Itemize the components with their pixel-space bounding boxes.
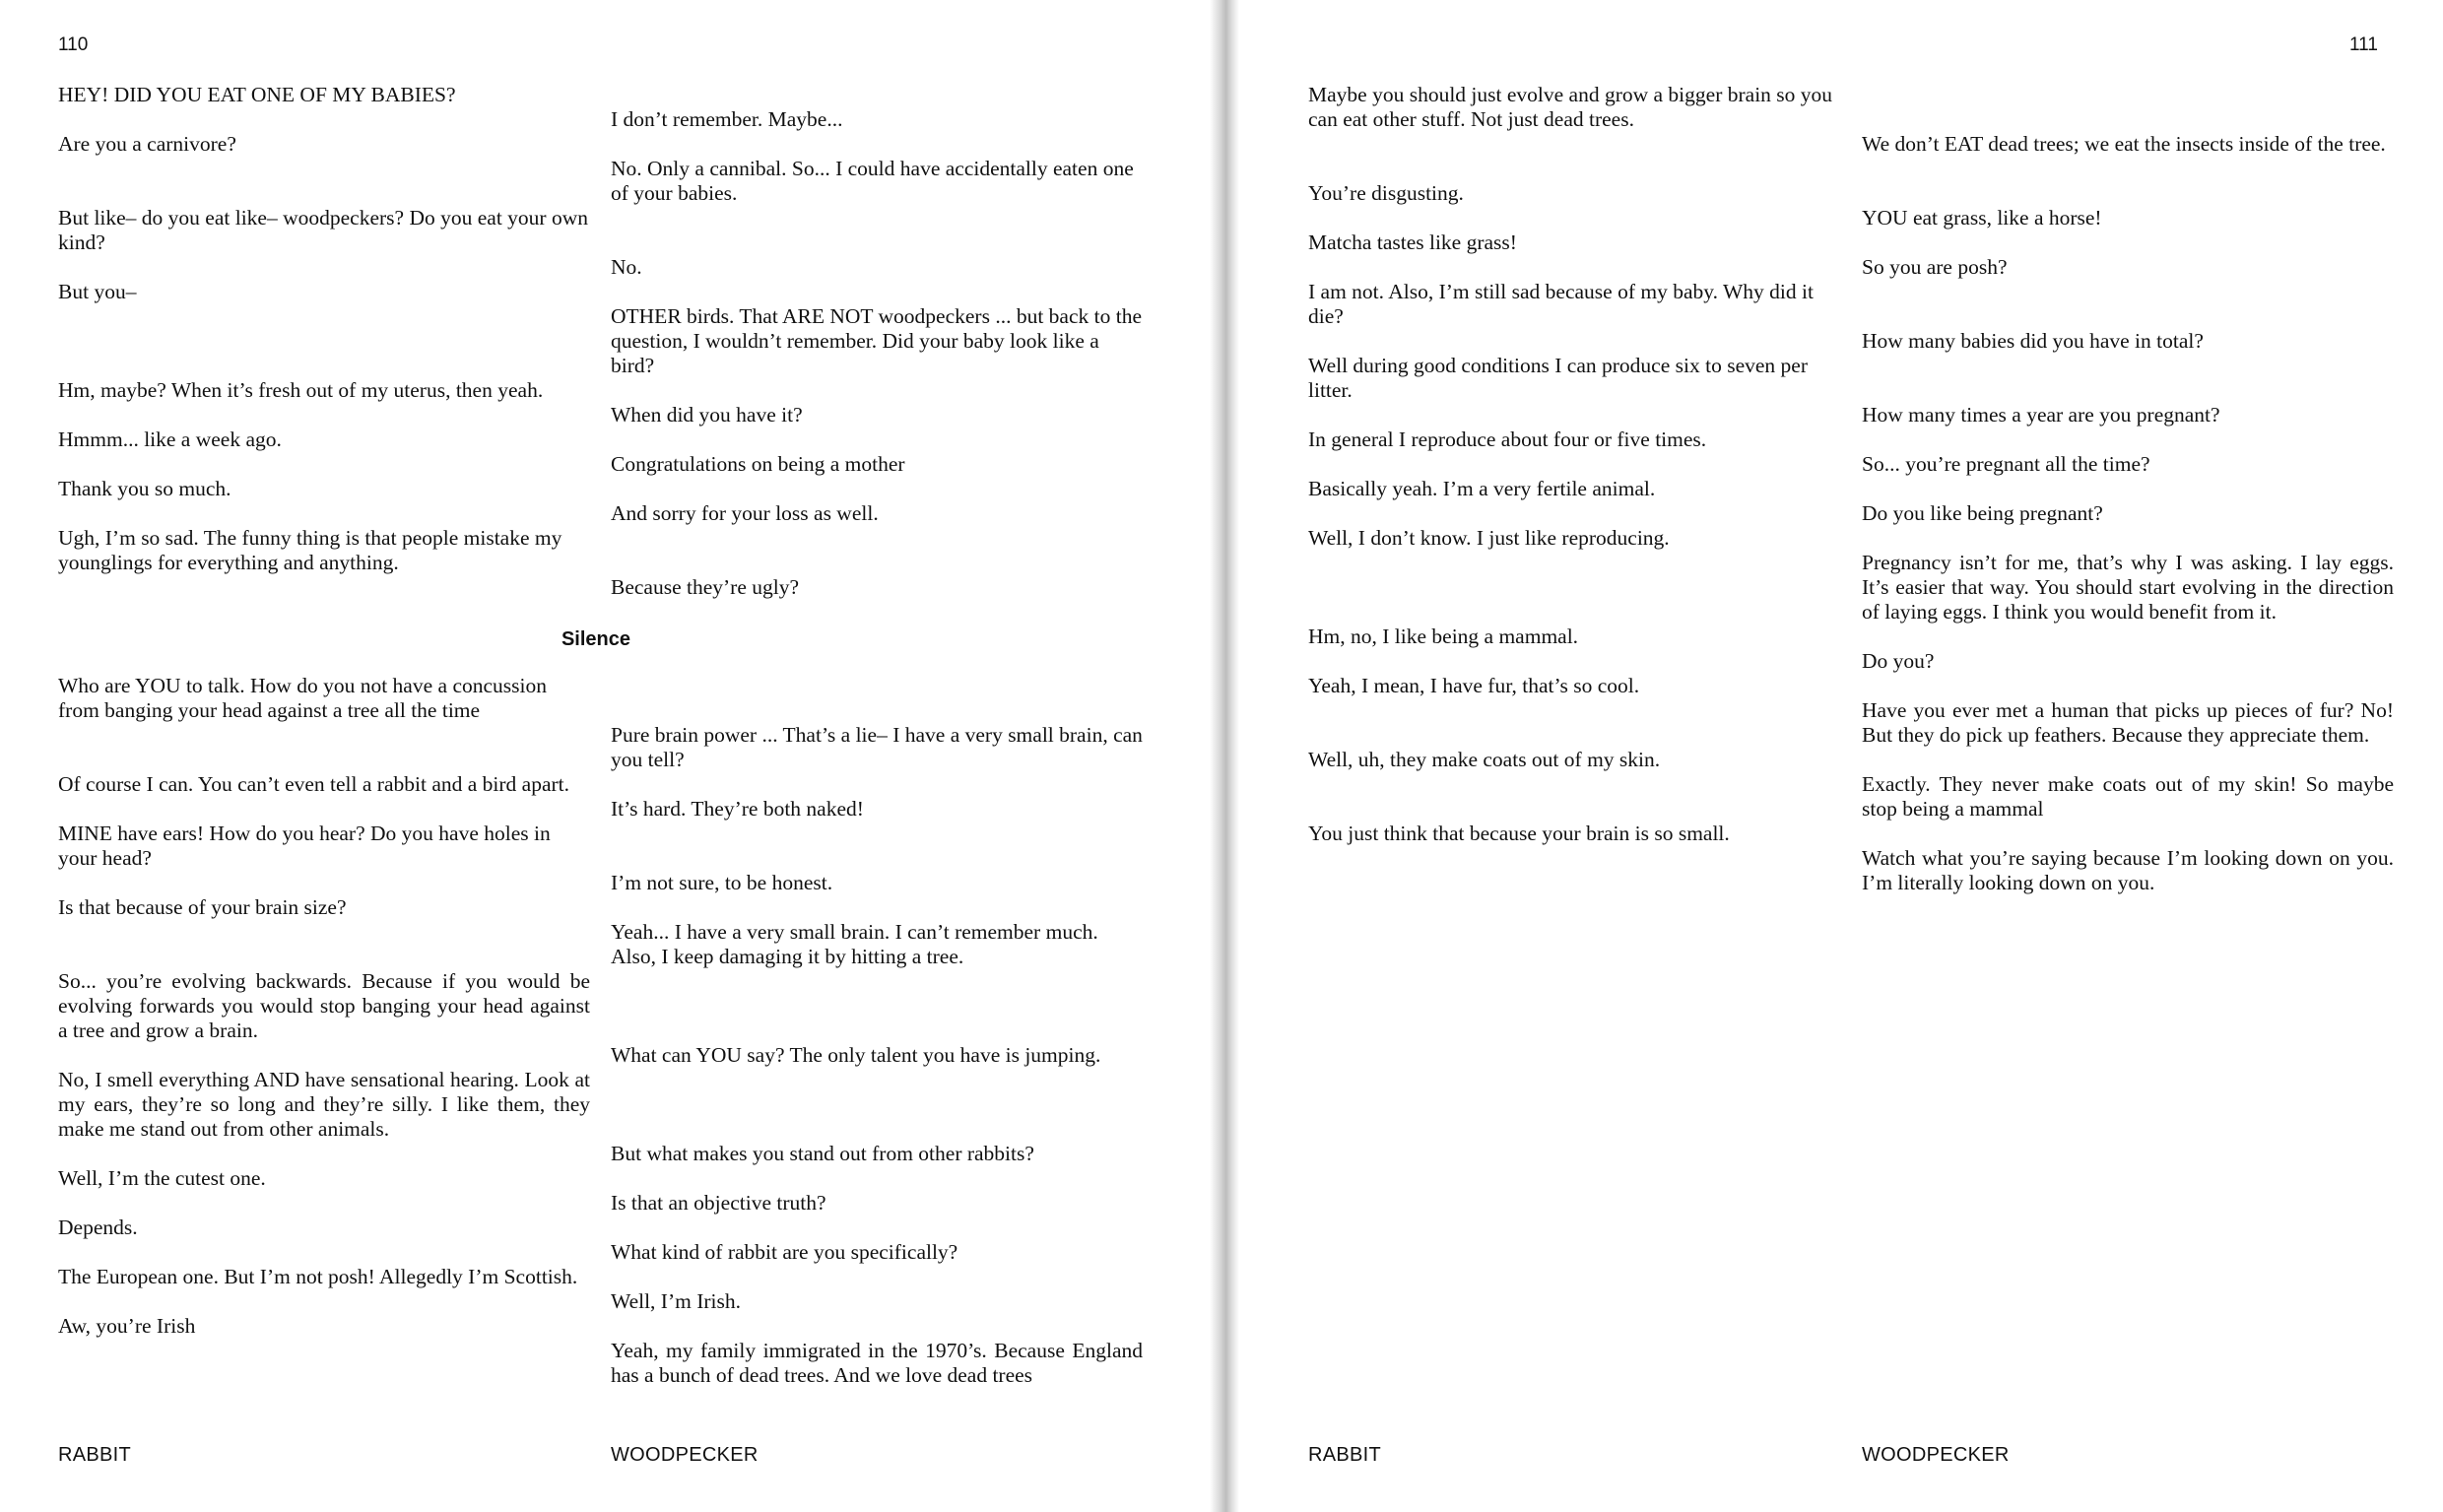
left-page [0, 0, 1218, 1512]
woodpecker-line: No. Only a cannibal. So... I could have accidentally eaten one of your babies. [611, 157, 1134, 205]
rabbit-line: MINE have ears! How do you hear? Do you have holes in your head? [58, 822, 551, 870]
rabbit-line: Is that because of your brain size? [58, 895, 347, 919]
speaker-label-rabbit: RABBIT [1308, 1444, 1382, 1466]
rabbit-line: Well, uh, they make coats out of my skin. [1308, 748, 1661, 771]
woodpecker-line: I don’t remember. Maybe... [611, 107, 843, 131]
speaker-label-woodpecker: WOODPECKER [611, 1444, 759, 1466]
rabbit-line: Ugh, I’m so sad. The funny thing is that people mistake my younglings for everything and anything. [58, 526, 562, 574]
woodpecker-line: Do you? [1862, 649, 1935, 673]
page-number-left: 110 [58, 34, 89, 55]
rabbit-line: So... you’re evolving backwards. Because if you would be evolving forwards you would stop banging your head against a tree and grow a brain. [58, 969, 590, 1042]
woodpecker-line: How many times a year are you pregnant? [1862, 403, 2220, 427]
rabbit-line: In general I reproduce about four or five times. [1308, 427, 1707, 451]
rabbit-line: But like– do you eat like– woodpeckers? Do you eat your own kind? [58, 206, 588, 254]
woodpecker-line: OTHER birds. That ARE NOT woodpeckers ... but back to the question, I wouldn’t remember. Did your baby look like a bird? [611, 304, 1143, 377]
rabbit-line: Maybe you should just evolve and grow a bigger brain so you can eat other stuff. Not just dead trees. [1308, 83, 1833, 131]
woodpecker-line: So you are posh? [1862, 255, 2008, 279]
woodpecker-line: We don’t EAT dead trees; we eat the insects inside of the tree. [1862, 132, 2386, 156]
rabbit-line: Basically yeah. I’m a very fertile animal. [1308, 477, 1656, 500]
rabbit-line: Aw, you’re Irish [58, 1314, 196, 1338]
speaker-label-woodpecker: WOODPECKER [1862, 1444, 2010, 1466]
rabbit-line: Thank you so much. [58, 477, 231, 500]
woodpecker-line: Have you ever met a human that picks up pieces of fur? No! But they do pick up feathers. Because they appreciate them. [1862, 698, 2394, 747]
speaker-label-rabbit: RABBIT [58, 1444, 132, 1466]
woodpecker-line: Well, I’m Irish. [611, 1289, 742, 1313]
rabbit-line: Well, I’m the cutest one. [58, 1166, 266, 1190]
rabbit-line: You just think that because your brain is so small. [1308, 822, 1730, 845]
woodpecker-line: So... you’re pregnant all the time? [1862, 452, 2150, 476]
woodpecker-line: How many babies did you have in total? [1862, 329, 2204, 353]
woodpecker-line: Yeah, my family immigrated in the 1970’s. Because England has a bunch of dead trees. And we love dead trees [611, 1339, 1143, 1387]
woodpecker-line: And sorry for your loss as well. [611, 501, 879, 525]
woodpecker-line: I’m not sure, to be honest. [611, 871, 833, 894]
rabbit-line: Who are YOU to talk. How do you not have a concussion from banging your head against a tree all the time [58, 674, 547, 722]
book-gutter-shadow [1210, 0, 1239, 1512]
woodpecker-line: Because they’re ugly? [611, 575, 800, 599]
woodpecker-line: It’s hard. They’re both naked! [611, 797, 864, 821]
woodpecker-line: Pure brain power ... That’s a lie– I have a very small brain, can you tell? [611, 723, 1143, 771]
stage-direction: Silence [561, 628, 631, 650]
rabbit-line: Well during good conditions I can produce six to seven per litter. [1308, 354, 1808, 402]
rabbit-line: You’re disgusting. [1308, 181, 1464, 205]
woodpecker-line: YOU eat grass, like a horse! [1862, 206, 2102, 230]
rabbit-line: But you– [58, 280, 137, 303]
rabbit-line: Hmmm... like a week ago. [58, 427, 282, 451]
rabbit-line: The European one. But I’m not posh! Allegedly I’m Scottish. [58, 1265, 578, 1288]
rabbit-line: Depends. [58, 1216, 138, 1239]
woodpecker-line: Congratulations on being a mother [611, 452, 905, 476]
woodpecker-line: Pregnancy isn’t for me, that’s why I was asking. I lay eggs. It’s easier that way. You should start evolving in the direction of laying eggs. I think you would benefit from it. [1862, 551, 2394, 624]
rabbit-line: Matcha tastes like grass! [1308, 230, 1517, 254]
right-page [1225, 0, 2443, 1512]
woodpecker-line: Is that an objective truth? [611, 1191, 826, 1215]
rabbit-line: Well, I don’t know. I just like reproducing. [1308, 526, 1670, 550]
woodpecker-line: Do you like being pregnant? [1862, 501, 2103, 525]
rabbit-line: HEY! DID YOU EAT ONE OF MY BABIES? [58, 83, 456, 106]
rabbit-line: Yeah, I mean, I have fur, that’s so cool. [1308, 674, 1640, 697]
woodpecker-line: Yeah... I have a very small brain. I can’t remember much. Also, I keep damaging it by hitting a tree. [611, 920, 1098, 968]
woodpecker-line: Watch what you’re saying because I’m looking down on you. I’m literally looking down on you. [1862, 846, 2394, 894]
woodpecker-line: Exactly. They never make coats out of my skin! So maybe stop being a mammal [1862, 772, 2394, 821]
rabbit-line: Are you a carnivore? [58, 132, 236, 156]
rabbit-line: Hm, maybe? When it’s fresh out of my uterus, then yeah. [58, 378, 544, 402]
woodpecker-line: What kind of rabbit are you specifically? [611, 1240, 958, 1264]
rabbit-line: I am not. Also, I’m still sad because of my baby. Why did it die? [1308, 280, 1814, 328]
rabbit-line: No, I smell everything AND have sensational hearing. Look at my ears, they’re so long and they’re silly. I like them, they make me stand out from other animals. [58, 1068, 590, 1141]
woodpecker-line: No. [611, 255, 642, 279]
rabbit-line: Of course I can. You can’t even tell a rabbit and a bird apart. [58, 772, 570, 796]
rabbit-line: Hm, no, I like being a mammal. [1308, 625, 1579, 648]
woodpecker-line: When did you have it? [611, 403, 803, 427]
woodpecker-line: What can YOU say? The only talent you have is jumping. [611, 1043, 1101, 1067]
woodpecker-line: But what makes you stand out from other rabbits? [611, 1142, 1034, 1165]
page-number-right: 111 [2349, 34, 2378, 55]
